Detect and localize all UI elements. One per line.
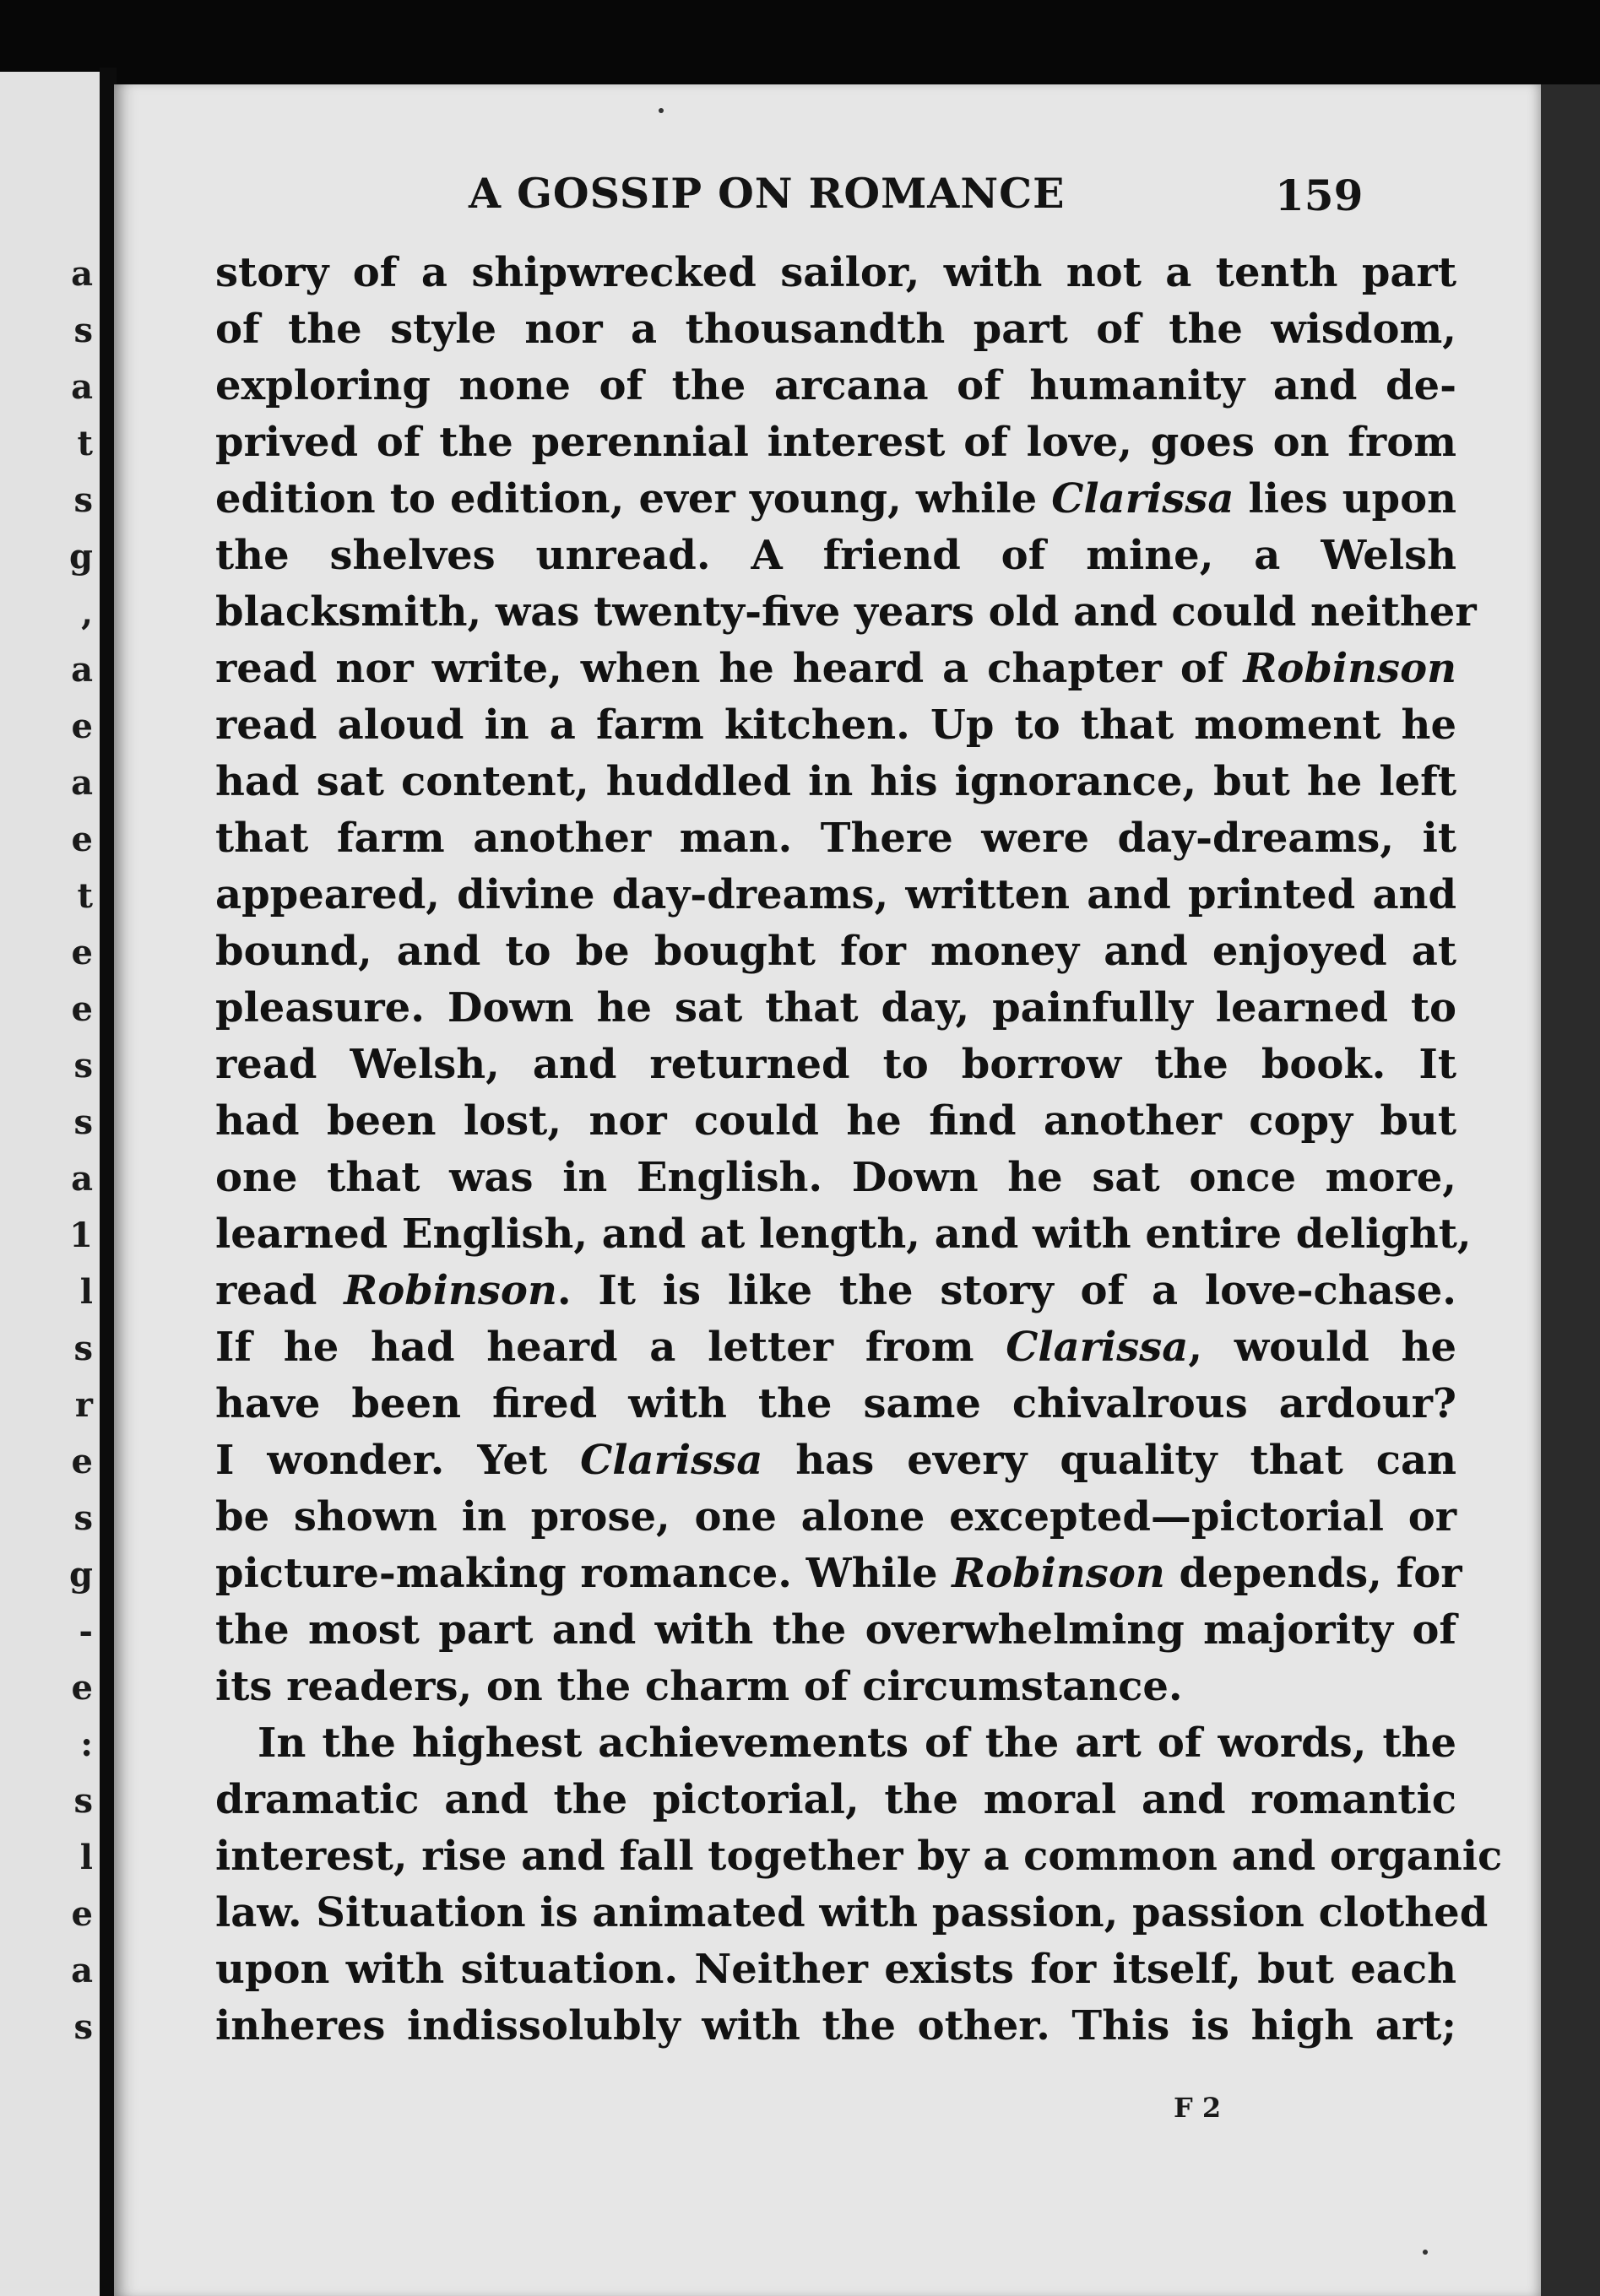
text-run: learned English, and at length, and with entire delight, — [215, 1210, 1472, 1258]
italic-title: Robinson — [1243, 645, 1456, 692]
scan-border-right — [1541, 84, 1600, 2296]
text-line — [215, 1319, 1456, 1376]
facing-page-glyph: g — [69, 1555, 93, 1595]
italic-title: Clarissa — [580, 1437, 763, 1484]
text-run: inheres indissolubly with the other. This is high art; — [215, 2002, 1456, 2050]
text-run: law. Situation is animated with passion, passion clothed — [215, 1889, 1489, 1936]
facing-page-glyph: e — [71, 1894, 93, 1934]
text-run: . It is like the story of a love-chase. — [556, 1267, 1456, 1314]
facing-page-glyph: s — [73, 1781, 93, 1821]
text-run: one that was in English. Down he sat once more, — [215, 1154, 1456, 1201]
text-run: picture-making romance. While — [215, 1550, 952, 1597]
page-number: 159 — [1275, 171, 1364, 220]
text-line — [215, 1885, 1489, 1941]
text-run: the shelves unread. A friend of mine, a Welsh — [215, 532, 1456, 579]
text-line — [215, 1772, 1456, 1828]
text-line — [215, 1659, 1456, 1715]
text-line — [215, 1263, 1456, 1319]
facing-page-glyph: a — [71, 650, 93, 690]
facing-page-edge — [0, 72, 100, 2296]
facing-page-glyph: s — [73, 311, 93, 350]
book-page — [114, 84, 1541, 2296]
text-run: of the style nor a thousandth part of the wisdom, — [215, 306, 1456, 353]
italic-title: Robinson — [952, 1550, 1165, 1597]
italic-title: Clarissa — [1006, 1324, 1189, 1371]
text-run: story of a shipwrecked sailor, with not a tenth part — [215, 249, 1456, 296]
text-line — [215, 1432, 1456, 1489]
scan-speck — [659, 108, 664, 113]
facing-page-glyph: , — [81, 593, 93, 633]
text-line — [215, 1376, 1456, 1432]
facing-page-glyph: s — [73, 1498, 93, 1538]
text-run: prived of the perennial interest of love, goes on from — [215, 419, 1456, 466]
text-run: In the highest achievements of the art of words, the — [258, 1719, 1456, 1767]
text-line — [215, 1093, 1456, 1150]
scan-speck — [1423, 2250, 1428, 2255]
text-line — [215, 1489, 1456, 1546]
facing-page-glyph: s — [73, 1102, 93, 1142]
facing-page-glyph: g — [69, 537, 93, 577]
facing-page-glyph: r — [74, 1385, 93, 1425]
facing-page-glyph: 1 — [69, 1216, 93, 1255]
facing-page-glyph: e — [71, 820, 93, 859]
signature-mark: F 2 — [1174, 2092, 1222, 2124]
text-run: bound, and to be bought for money and enjoyed at — [215, 928, 1456, 975]
text-run: dramatic and the pictorial, the moral and romantic — [215, 1776, 1456, 1823]
facing-page-glyph: a — [71, 1951, 93, 1990]
text-run: interest, rise and fall together by a common and organic — [215, 1833, 1503, 1880]
text-run: edition to edition, ever young, while — [215, 475, 1052, 523]
text-line — [215, 697, 1456, 754]
running-title: A GOSSIP ON ROMANCE — [469, 169, 1066, 218]
text-run: its readers, on the charm of circumstance. — [215, 1663, 1183, 1710]
text-run: read — [215, 1267, 344, 1314]
text-line — [215, 1602, 1456, 1659]
italic-title: Clarissa — [1051, 475, 1234, 523]
facing-page-glyph: t — [77, 876, 93, 916]
text-run: lies upon — [1234, 475, 1457, 523]
text-line — [215, 1150, 1456, 1206]
running-head — [114, 169, 1541, 236]
text-run: that farm another man. There were day-dreams, it — [215, 815, 1456, 862]
text-line — [215, 1037, 1456, 1093]
text-run: upon with situation. Neither exists for itself, but each — [215, 1946, 1456, 1993]
text-line — [215, 810, 1456, 867]
text-line — [215, 641, 1456, 697]
text-line — [215, 414, 1456, 471]
facing-page-glyph: t — [77, 424, 93, 463]
text-run: has every quality that can — [762, 1437, 1456, 1484]
text-run: blacksmith, was twenty-five years old and could neither — [215, 588, 1477, 636]
text-line — [215, 1206, 1472, 1263]
text-run: pleasure. Down he sat that day, painfully learned to — [215, 984, 1456, 1032]
facing-page-glyph: e — [71, 1668, 93, 1708]
text-run: I wonder. Yet — [215, 1437, 581, 1484]
text-line — [215, 528, 1456, 584]
paragraph — [215, 1715, 1503, 2055]
text-line — [215, 754, 1456, 810]
text-run: read nor write, when he heard a chapter of — [215, 645, 1244, 692]
text-line — [215, 1941, 1456, 1998]
text-line — [215, 1998, 1456, 2055]
text-line — [215, 301, 1456, 358]
text-line — [215, 358, 1456, 414]
text-line — [215, 1828, 1503, 1885]
text-line — [215, 923, 1456, 980]
facing-page-glyph: : — [80, 1725, 93, 1764]
text-line — [215, 1546, 1462, 1602]
text-run: , would he — [1188, 1324, 1456, 1371]
facing-page-glyph: s — [73, 1329, 93, 1368]
facing-page-glyph: e — [71, 989, 93, 1029]
facing-page-glyph: s — [73, 1046, 93, 1086]
text-run: had been lost, nor could he find another copy but — [215, 1097, 1456, 1145]
facing-page-glyph: l — [79, 1838, 93, 1877]
facing-page-letters — [0, 72, 100, 2296]
facing-page-glyph: - — [79, 1611, 93, 1651]
body-text — [215, 245, 1503, 2055]
facing-page-glyph: a — [71, 1159, 93, 1199]
facing-page-glyph: a — [71, 254, 93, 294]
text-run: the most part and with the overwhelming majority of — [215, 1606, 1456, 1654]
facing-page-glyph: s — [73, 2007, 93, 2047]
facing-page-glyph: e — [71, 1442, 93, 1481]
text-run: exploring none of the arcana of humanity and de- — [215, 362, 1456, 409]
text-run: read aloud in a farm kitchen. Up to that moment he — [215, 701, 1456, 749]
text-line — [215, 471, 1456, 528]
facing-page-glyph: e — [71, 707, 93, 746]
text-run: have been fired with the same chivalrous ardour? — [215, 1380, 1456, 1427]
text-run: appeared, divine day-dreams, written and printed and — [215, 871, 1456, 918]
text-run: If he had heard a letter from — [215, 1324, 1006, 1371]
text-run: be shown in prose, one alone excepted—pictorial or — [215, 1493, 1456, 1541]
facing-page-glyph: e — [71, 933, 93, 972]
text-run: read Welsh, and returned to borrow the book. It — [215, 1041, 1456, 1088]
paragraph — [215, 245, 1477, 1715]
text-line — [215, 1715, 1456, 1772]
text-line — [215, 245, 1456, 301]
text-run: depends, for — [1164, 1550, 1462, 1597]
facing-page-glyph: l — [79, 1272, 93, 1312]
text-line — [215, 584, 1477, 641]
text-line — [215, 867, 1456, 923]
facing-page-glyph: a — [71, 367, 93, 407]
text-line — [215, 980, 1456, 1037]
italic-title: Robinson — [344, 1267, 557, 1314]
text-run: had sat content, huddled in his ignorance, but he left — [215, 758, 1456, 805]
facing-page-glyph: a — [71, 763, 93, 803]
facing-page-glyph: s — [73, 480, 93, 520]
